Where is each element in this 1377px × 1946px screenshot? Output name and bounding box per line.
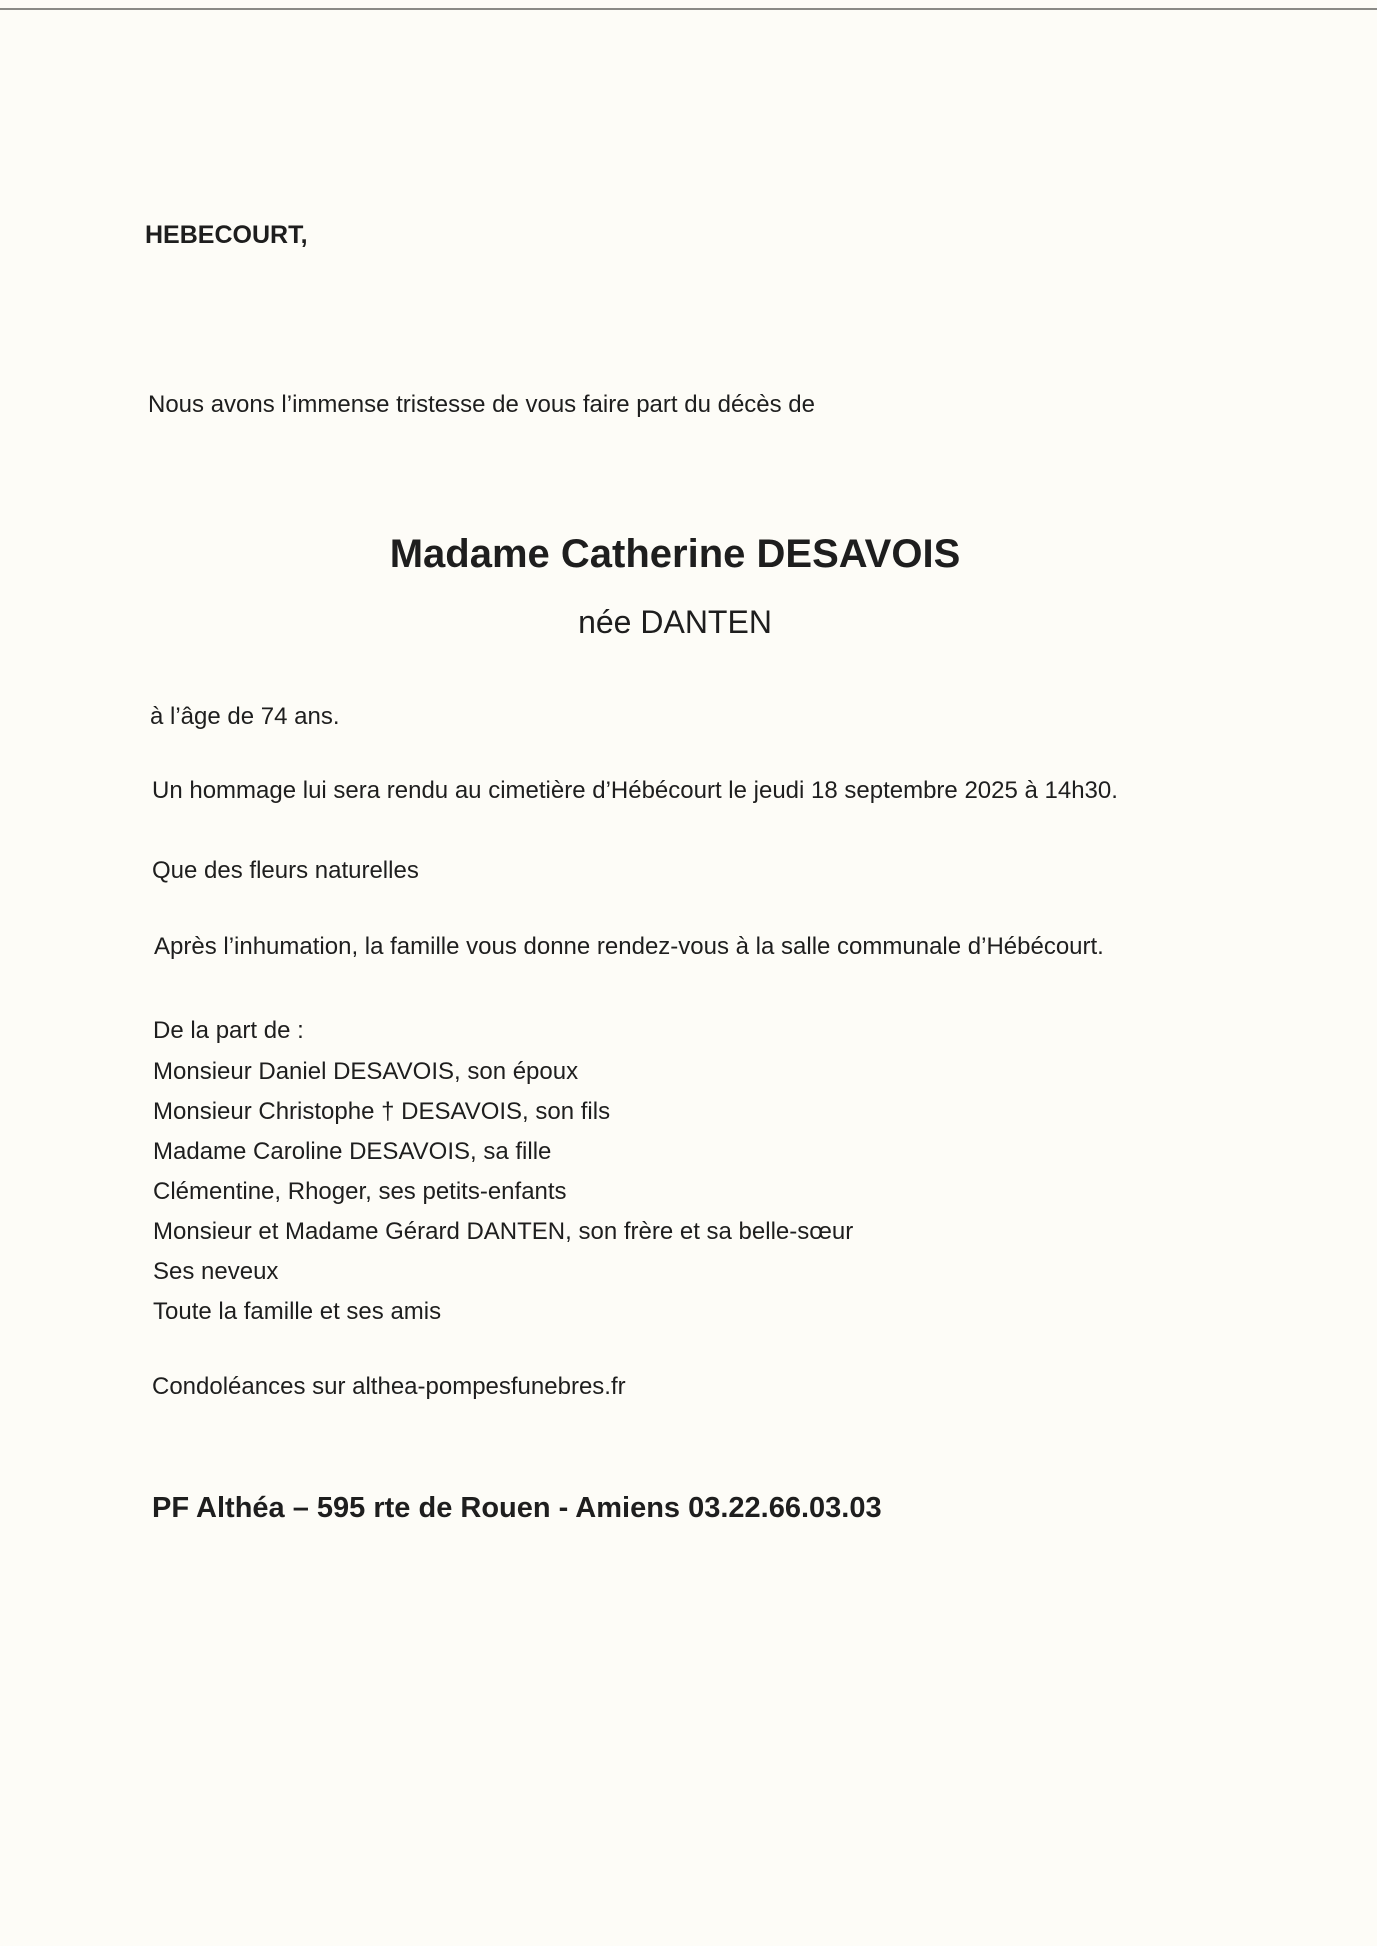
family-member: Clémentine, Rhoger, ses petits-enfants: [153, 1178, 567, 1205]
tribute-line: Un hommage lui sera rendu au cimetière d’Hébécourt le jeudi 18 septembre 2025 à 14h30.: [152, 777, 1118, 804]
from-heading: De la part de :: [153, 1017, 304, 1044]
family-member: Monsieur Christophe † DESAVOIS, son fils: [153, 1098, 611, 1125]
family-member: Monsieur et Madame Gérard DANTEN, son frère et sa belle-sœur: [153, 1218, 854, 1245]
flowers-line: Que des fleurs naturelles: [152, 857, 419, 884]
family-member: Ses neveux: [153, 1258, 279, 1285]
family-member: Madame Caroline DESAVOIS, sa fille: [153, 1138, 552, 1165]
gathering-line: Après l’inhumation, la famille vous donne rendez-vous à la salle communale d’Hébécourt.: [154, 933, 1104, 960]
location-heading: HEBECOURT,: [145, 221, 308, 249]
funeral-home-line: PF Althéa – 595 rte de Rouen - Amiens 03.22.66.03.03: [152, 1492, 882, 1524]
family-member: Toute la famille et ses amis: [153, 1298, 442, 1325]
maiden-name: née DANTEN: [578, 604, 772, 640]
age-line: à l’âge de 74 ans.: [150, 703, 340, 730]
deceased-name: Madame Catherine DESAVOIS: [389, 532, 961, 576]
family-list: [153, 1052, 853, 1332]
family-member: Monsieur Daniel DESAVOIS, son époux: [153, 1058, 579, 1085]
condolences-line: Condoléances sur althea-pompesfunebres.fr: [152, 1373, 626, 1400]
intro-text: Nous avons l’immense tristesse de vous faire part du décès de: [148, 391, 815, 418]
